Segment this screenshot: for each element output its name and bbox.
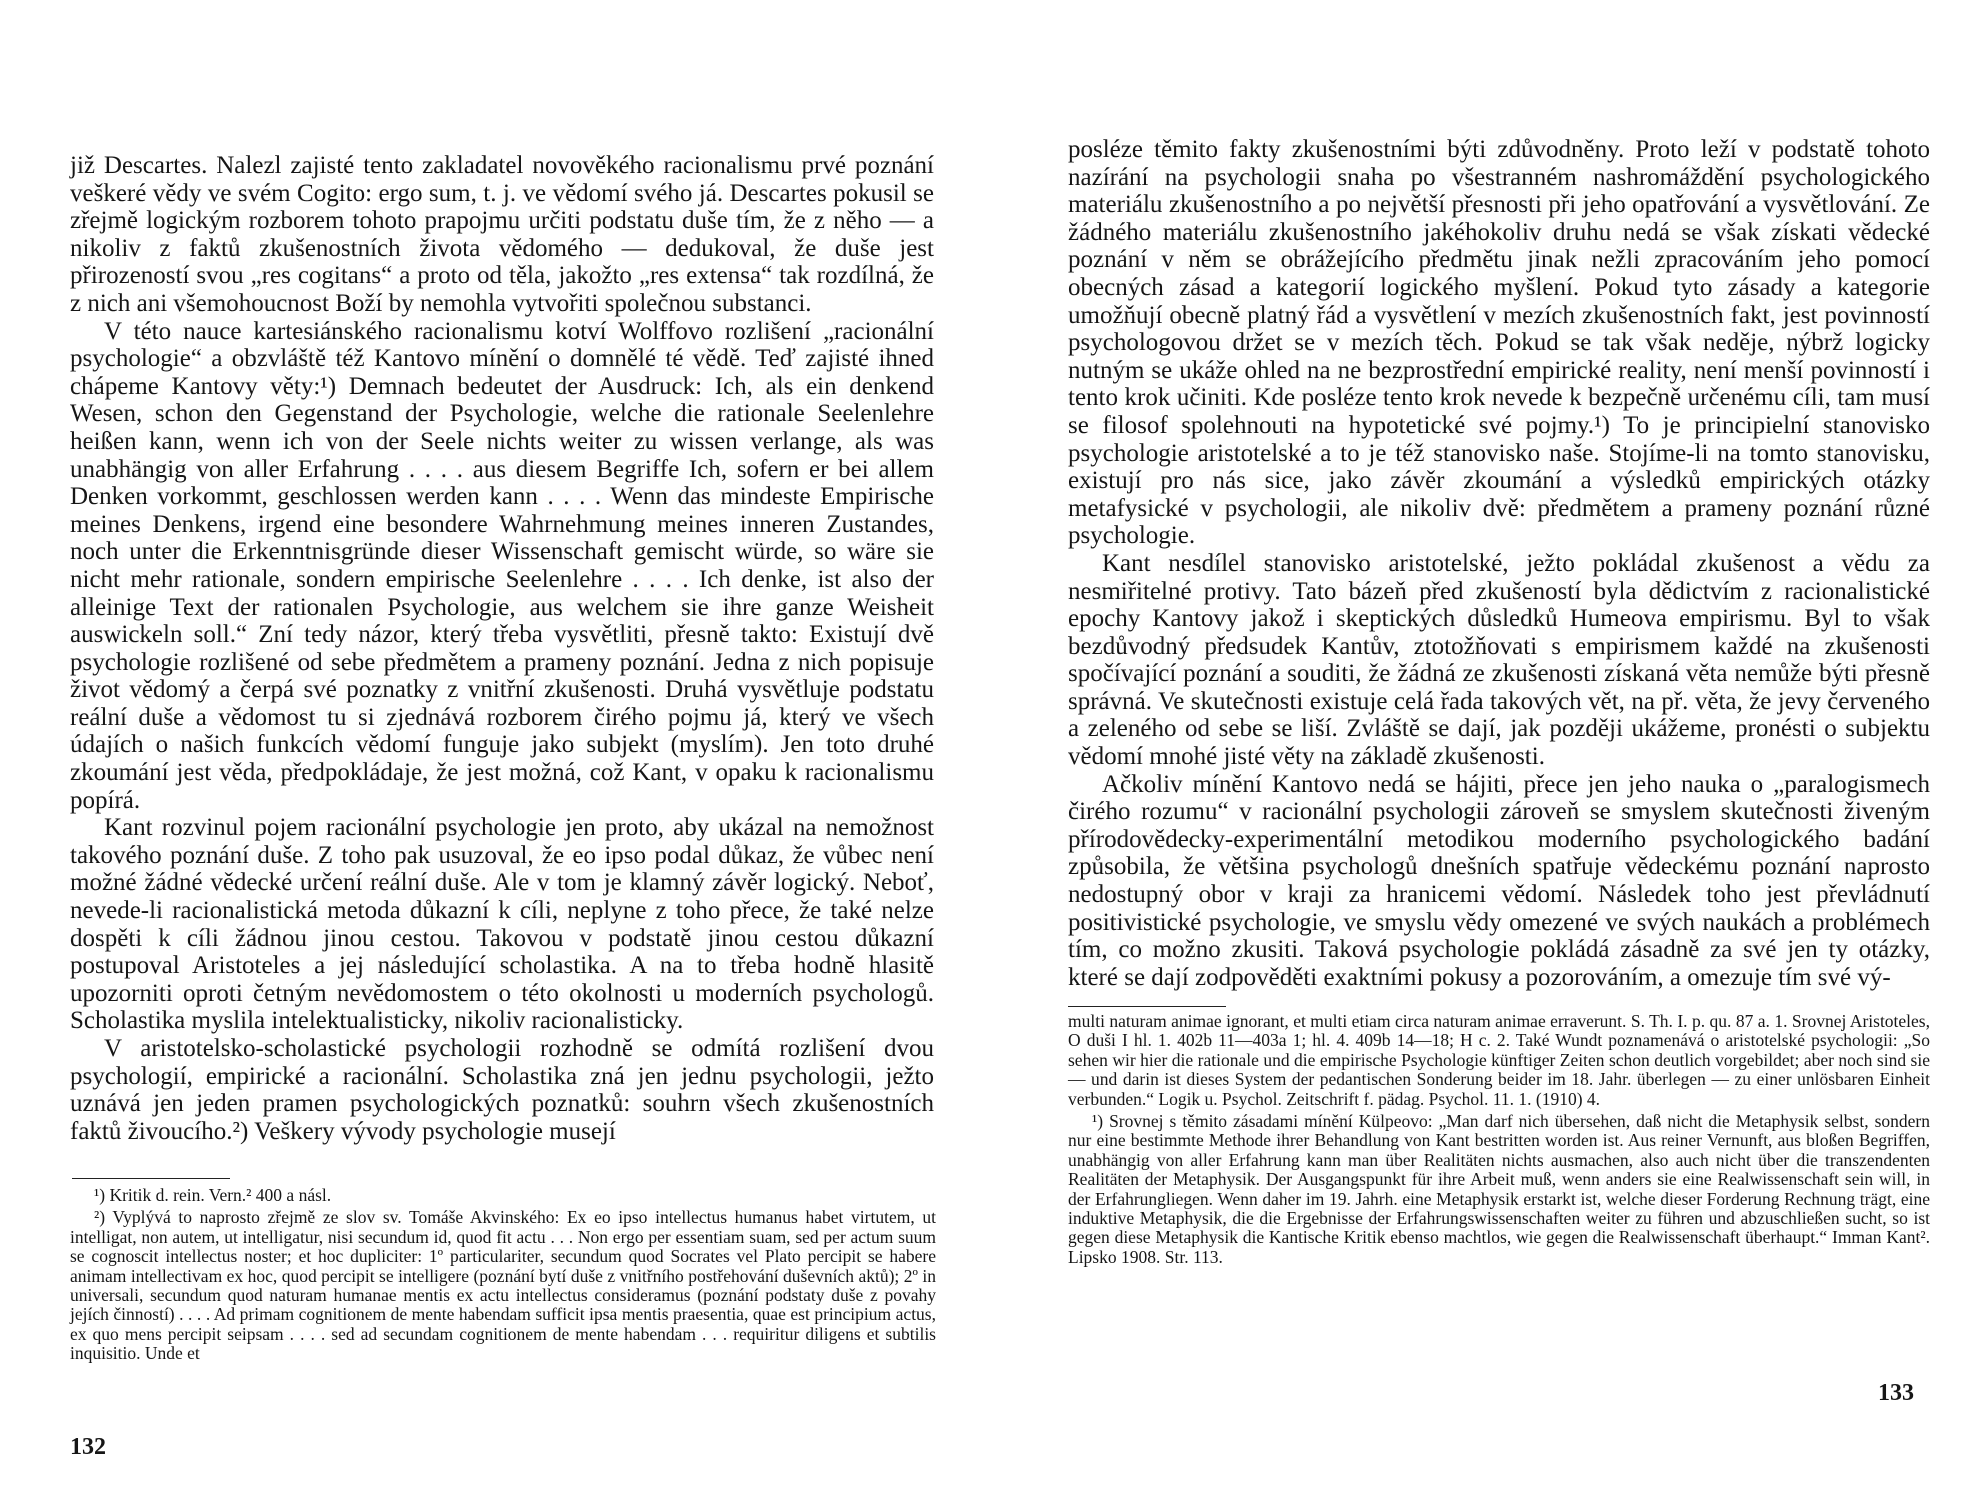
footnote: ¹) Kritik d. rein. Vern.² 400 a násl. [94, 1185, 332, 1205]
footnote: ²) Vyplývá to naprosto zřejmě ze slov sv. Tomáše Akvinského: Ex eo ipso intellectus humanus habet virtutem, ut intelligat, non autem, ut intelligatur, nisi secundum id, quod fit actu . . . Non ergo per essentiam suam, sed per actum suum se cognoscit intellectus noster; et hoc dupliciter: 1º particulariter, secundum quod Socrates vel Plato percipit se habere animam intellectivam ex hoc, quod percipit se intelligere (poznání bytí duše z vnitřního postřehování duševních aktů); 2º in universali, secundum quod naturam humanae mentis ex actu intellectus consideramus (poznání podstaty duše z povahy jejích činností) . . . . Ad primam cognitionem de mente habendam sufficit ipsa mentis praesentia, quae est principium actus, ex quo mens percipit seipsam . . . . sed ad secundam cognitionem de mente habendam . . . requiritur diligens et subtilis inquisitio. Unde et [70, 1207, 936, 1364]
right-footnotes [1068, 1012, 1930, 1270]
footnote: multi naturam animae ignorant, et multi etiam circa naturam animae erraverunt. S. Th. I. p. qu. 87 a. 1. Srovnej Aristoteles, O duši I hl. 1. 402b 11—403a 1; hl. 4. 409b 14—18; H c. 2. Také Wundt poznamenává o aristotelské psychologii: „So sehen wir hier die rationale und die empirische Psychologie künftiger Zeiten schon deutlich vorgebildet; aber noch sind sie — und darin ist dieses System der pedantischen Sonderung beider im 18. Jahr. überlegen — zu einer unlösbaren Einheit verbunden.“ Logik u. Psychol. Zeitschrift f. pädag. Psychol. 11. 1. (1910) 4. [1068, 1011, 1930, 1109]
right-paragraph: Ačkoliv mínění Kantovo nedá se hájiti, přece jen jeho nauka o „paralogismech čirého rozumu“ v racionální psychologii zároveň se smyslem skutečnosti živeným přírodovědecky-experimentální metodikou moderního psychologického badání způsobila, že většina psychologů dnešních spatřuje vědeckému poznání naprosto nedostupný obor v kraji za hranicemi vědomí. Následek toho jest převládnutí positivistické psychologie, ve smyslu vědy omezené ve svých naukách a problémech tím, co možno zkusiti. Taková psychologie pokládá zásadně za své jen ty otázky, které se dají zodpověděti exaktními pokusy a pozorováním, a omezuje tím své vý- [1068, 770, 1930, 991]
left-paragraph: Kant rozvinul pojem racionální psychologie jen proto, aby ukázal na nemožnost takového poznání duše. Z toho pak usuzoval, že eo ipso podal důkaz, že vůbec není možné žádné vědecké určení reální duše. Ale v tom je klamný závěr logický. Neboť, nevede-li racionalistická metoda důkazní k cíli, neplyne z toho přece, že také nelze dospěti k cíli žádnou jinou cestou. Takovou v podstatě jinou cestou důkazní postupoval Aristoteles a jej následující scholastika. A na to třeba hodně hlasitě upozorniti oproti četným nevědomostem o této okolnosti u moderních psychologů. Scholastika myslila intelektualisticky, nikoliv racionalisticky. [70, 814, 934, 1035]
left-footnote-rule [72, 1178, 230, 1179]
footnote: ¹) Srovnej s těmito zásadami mínění Külpeovo: „Man darf nich übersehen, daß nicht die Metaphysik selbst, sondern nur eine bestimmte Methode ihrer Behandlung von Kant bestritten worden ist. Aus reiner Vernunft, aus bloßen Begriffen, unabhängig von aller Erfahrung kann man über Realitäten nichts ausmachen, also auch nicht über die transzendenten Realitäten der Metaphysik. Der Ausgangspunkt für ihre Arbeit muß, wenn anders sie eine Realwissenschaft sein will, in der Erfahrungliegen. Wenn daher im 19. Jahrh. eine Metaphysik erstarkt ist, welche dieser Forderung Rechnung trägt, eine induktive Metaphysik, die die Ergebnisse der Erfahrungswissenschaften weiter zu führen und abzuschließen sucht, so ist gegen diese Metaphysik die Kantische Kritik ebenso machtlos, wie gegen die Realwissenschaft überhaupt.“ Imman Kant². Lipsko 1908. Str. 113. [1068, 1111, 1930, 1267]
left-footnotes [70, 1186, 936, 1367]
right-footnote-rule [1068, 1006, 1226, 1007]
page-number: 133 [1878, 1380, 1914, 1406]
left-paragraph: již Descartes. Nalezl zajisté tento zakladatel novověkého racionalismu prvé poznání veškeré vědy ve svém Cogito: ergo sum, t. j. ve vědomí svého já. Descartes pokusil se zřejmě logickým rozborem tohoto prapojmu určiti podstatu duše tím, že z něho — a nikoliv z faktů zkušenostních života vědomého — dedukoval, že duše jest přirozeností svou „res cogitans“ a proto od těla, jakožto „res extensa“ tak rozdílná, že z nich ani všemohoucnost Boží by nemohla vytvořiti společnou substanci. [70, 152, 934, 317]
left-paragraph: V této nauce kartesiánského racionalismu kotví Wolffovo rozlišení „racionální psychologie“ a obzvláště též Kantovo mínění o domnělé té vědě. Teď zajisté ihned chápeme Kantovy věty:¹) Demnach bedeutet der Ausdruck: Ich, als ein denkend Wesen, schon den Gegenstand der Psychologie, welche die rationale Seelenlehre heißen kann, wenn ich von der Seele nichts weiter zu wissen verlange, als was unabhängig von aller Erfahrung . . . . aus diesem Begriffe Ich, sofern er bei allem Denken vorkommt, geschlossen werden kann . . . . Wenn das mindeste Empirische meines Denkens, irgend eine besondere Wahrnehmung meines inneren Zustandes, noch unter die Erkenntnisgründe dieser Wissenschaft gemischt würde, so wäre sie nicht mehr rationale, sondern empirische Seelenlehre . . . . Ich denke, ist also der alleinige Text der rationalen Psychologie, aus welchem sie ihre ganze Weisheit auswickeln soll.“ Zní tedy názor, který třeba vysvětliti, přesně takto: Existují dvě psychologie rozlišené od sebe předmětem a prameny poznání. Jedna z nich popisuje život vědomý a čerpá své poznatky z vnitřní zkušenosti. Druhá vysvětluje podstatu reální duše a vědomost tu si zjednává rozborem čirého pojmu já, který ve všech údajích o našich funkcích vědomí funguje jako subjekt (myslím). Jen toto druhé zkoumání jest věda, předpokládaje, že jest možná, což Kant, v opaku k racionalismu popírá. [70, 317, 934, 814]
right-paragraph: Kant nesdílel stanovisko aristotelské, ježto pokládal zkušenost a vědu za nesmiřitelné protivy. Tato bázeň před zkušeností byla dědictvím z racionalistické epochy Kantovy jakož i skeptických důsledků Humeova empirismu. Byl to však bezdůvodný předsudek Kantův, ztotožňovati s empirismem každé na zkušenosti spočívající poznání a souditi, že žádná ze zkušenosti získaná věta nemůže býti přesně správná. Ve skutečnosti existuje celá řada takových vět, na př. věta, že jevy červeného a zeleného od sebe se liší. Zvláště se dají, jak později ukážeme, pronésti o subjektu vědomí mnohé jisté věty na základě zkušenosti. [1068, 549, 1930, 771]
right-paragraph: posléze těmito fakty zkušenostními býti zdůvodněny. Proto leží v podstatě tohoto nazírání na psychologii snaha po všestranném nashromáždění psychologického materiálu zkušenostního a po největší přesnosti při jeho opatřování a vysvětlování. Ze žádného materiálu zkušenostního jakéhokoliv druhu nedá se však získati vědecké poznání v něm se obrážejícího předmětu jinak nežli zpracováním jeho pomocí obecných zásad a kategorií logického myšlení. Pokud tyto zásady a kategorie umožňují obecně platný řád a vysvětlení v mezích zkušenostních fakt, jest povinností psychologovou držet se v mezích těch. Pokud se tak však neděje, nýbrž logicky nutným se ukáže ohled na ne bezprostřední empirické reality, není menší povinností i tento krok učiniti. Kde posléze tento krok nevede k bezpečně určenému cíli, tam musí se filosof spolehnouti na hypotetické své pojmy.¹) To je principielní stanovisko psychologie aristotelské a to je též stanovisko naše. Stojíme-li na tomto stanovisku, existují pro nás sice, jako závěr zkoumání a výsledků empirických otázky metafysické v psychologii, ale nikoliv dvě: předmětem a prameny poznání různé psychologie. [1068, 136, 1930, 550]
left-paragraph: V aristotelsko-scholastické psychologii rozhodně se odmítá rozlišení dvou psychologií, empirické a racionální. Scholastika zná jen jednu psychologii, ježto uznává jen jeden pramen psychologických poznatků: souhrn všech zkušenostních faktů živoucího.²) Veškery vývody psychologie musejí [70, 1035, 934, 1145]
right-page-body [1068, 136, 1930, 991]
page-number: 132 [70, 1434, 106, 1460]
left-page-body [70, 152, 934, 1145]
